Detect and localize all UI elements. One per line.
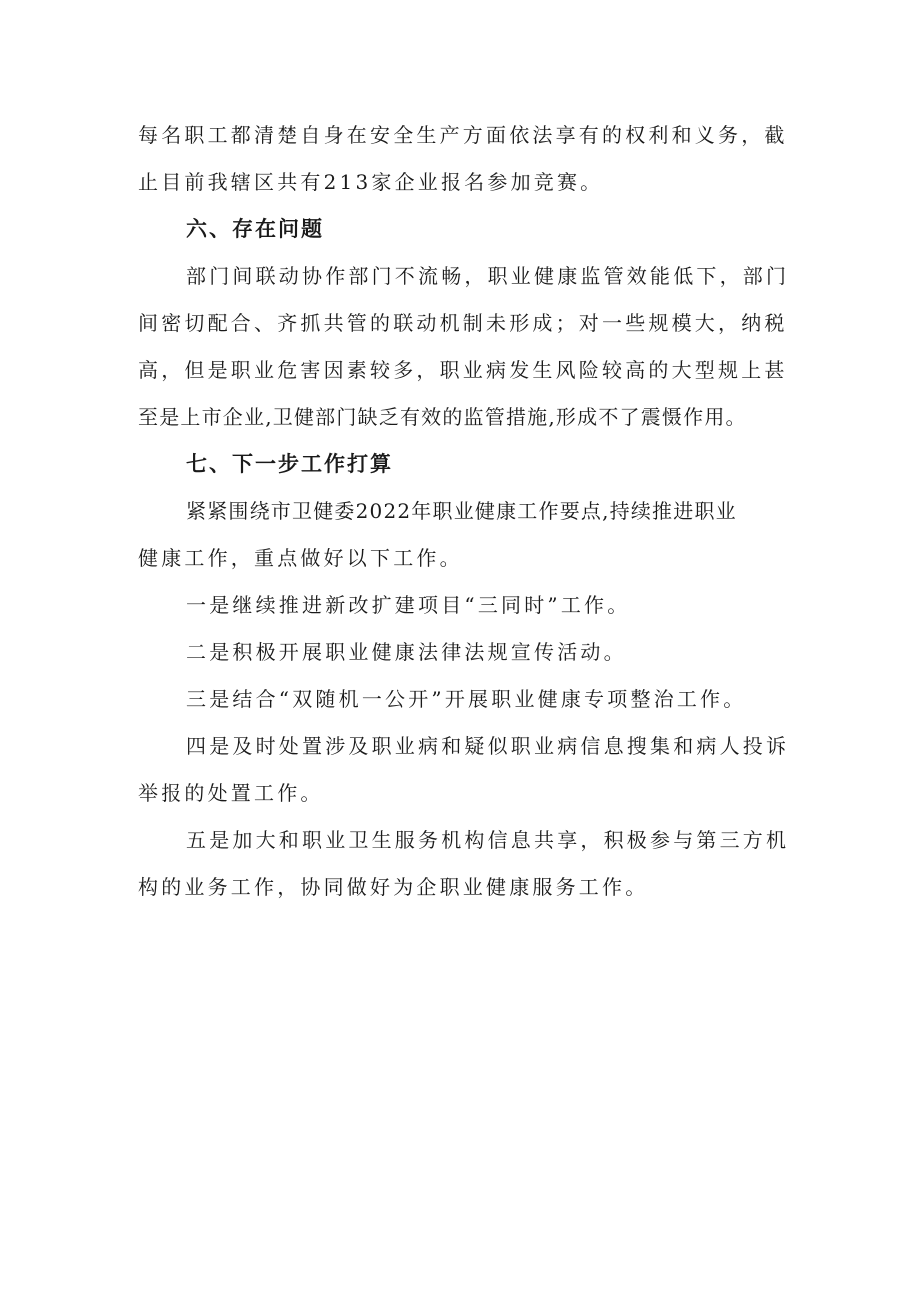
list-item-1: 一是继续推进新改扩建项目“三同时”工作。 [186, 593, 631, 617]
paragraph-line: 紧紧围绕市卫健委2022年职业健康工作要点,持续推进职业 [186, 499, 737, 523]
paragraph-line: 至是上市企业,卫健部门缺乏有效的监管措施,形成不了震慑作用。 [138, 405, 747, 429]
paragraph-line: 间密切配合、齐抓共管的联动机制未形成；对一些规模大，纳税 [138, 311, 788, 335]
list-item-5: 五是加大和职业卫生服务机构信息共享，积极参与第三方机 [186, 828, 790, 852]
paragraph-line: 高，但是职业危害因素较多，职业病发生风险较高的大型规上甚 [138, 358, 788, 382]
section-heading-problems: 六、存在问题 [186, 217, 324, 241]
list-item-4-continued: 举报的处置工作。 [138, 781, 324, 805]
list-item-2: 二是积极开展职业健康法律法规宣传活动。 [186, 640, 627, 664]
section-heading-next-steps: 七、下一步工作打算 [186, 452, 393, 476]
paragraph-line: 部门间联动协作部门不流畅，职业健康监管效能低下，部门 [186, 264, 790, 288]
list-item-3: 三是结合“双随机一公开”开展职业健康专项整治工作。 [186, 687, 747, 711]
paragraph-line: 止目前我辖区共有213家企业报名参加竞赛。 [138, 170, 604, 194]
paragraph-line: 健康工作，重点做好以下工作。 [138, 546, 463, 570]
paragraph-line: 每名职工都清楚自身在安全生产方面依法享有的权利和义务，截 [138, 123, 788, 147]
list-item-4: 四是及时处置涉及职业病和疑似职业病信息搜集和病人投诉 [186, 734, 790, 758]
list-item-5-continued: 构的业务工作，协同做好为企职业健康服务工作。 [138, 875, 649, 899]
document-body [138, 112, 798, 911]
